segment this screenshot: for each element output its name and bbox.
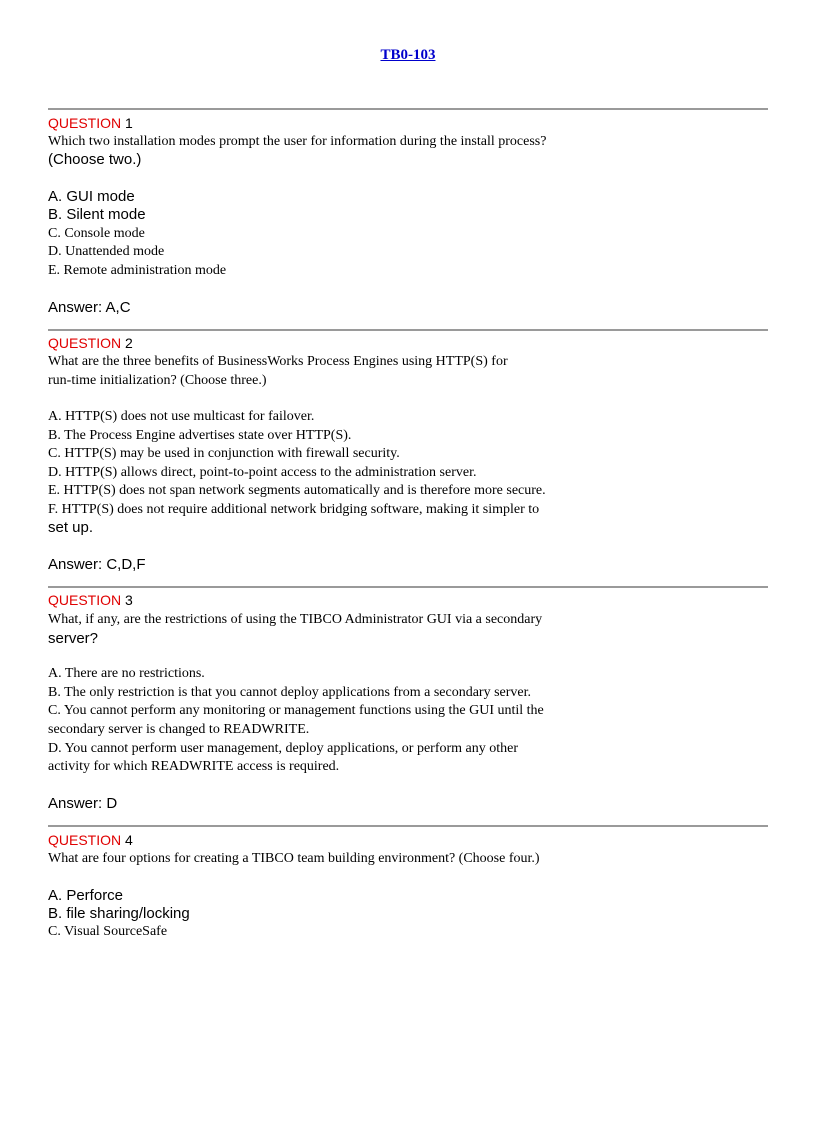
question-2-header [48,335,133,351]
question-3-option-a: A. There are no restrictions. [48,666,205,681]
question-4-option-b: B. file sharing/locking [48,905,190,922]
question-label: QUESTION [48,832,122,848]
question-2-answer: Answer: C,D,F [48,556,146,573]
question-3-option-c: C. You cannot perform any monitoring or management functions using the GUI until the [48,703,544,718]
question-3-option-c-cont: secondary server is changed to READWRITE. [48,722,310,737]
question-1-option-c: C. Console mode [48,226,145,241]
question-number: 3 [125,592,133,608]
question-2-option-f-cont: set up. [48,519,94,536]
question-2-text-line-2: run-time initialization? (Choose three.) [48,373,267,388]
divider [48,108,768,110]
divider [48,586,768,588]
question-4-header [48,832,133,848]
question-3-answer: Answer: D [48,795,118,812]
question-label: QUESTION [48,335,122,351]
question-3-option-d-cont: activity for which READWRITE access is required. [48,759,340,774]
document-title[interactable]: TB0-103 [380,47,436,63]
question-1-answer: Answer: A,C [48,299,131,316]
question-2-text-line-1: What are the three benefits of BusinessWorks Process Engines using HTTP(S) for [48,354,508,369]
question-4-option-c: C. Visual SourceSafe [48,924,168,939]
question-number: 2 [125,335,133,351]
question-1-option-e: E. Remote administration mode [48,263,227,278]
question-1-option-b: B. Silent mode [48,206,146,223]
question-3-text-line-2: server? [48,630,99,647]
question-4-text-line-1: What are four options for creating a TIBCO team building environment? (Choose four.) [48,851,540,866]
question-number: 1 [125,115,133,131]
question-label: QUESTION [48,592,122,608]
question-2-option-e: E. HTTP(S) does not span network segments automatically and is therefore more secure. [48,483,546,498]
divider [48,825,768,827]
question-2-option-b: B. The Process Engine advertises state over HTTP(S). [48,428,352,443]
question-3-option-b: B. The only restriction is that you cannot deploy applications from a secondary server. [48,685,532,700]
question-1-header [48,115,133,131]
question-1-option-d: D. Unattended mode [48,244,165,259]
question-3-option-d: D. You cannot perform user management, deploy applications, or perform any other [48,741,519,756]
question-3-text-line-1: What, if any, are the restrictions of using the TIBCO Administrator GUI via a secondary [48,612,543,627]
divider [48,329,768,331]
question-4-option-a: A. Perforce [48,887,124,904]
question-2-option-f: F. HTTP(S) does not require additional network bridging software, making it simpler to [48,502,540,517]
question-1-option-a: A. GUI mode [48,188,135,205]
question-number: 4 [125,832,133,848]
question-2-option-c: C. HTTP(S) may be used in conjunction with firewall security. [48,446,400,461]
question-3-header [48,592,133,608]
question-2-option-a: A. HTTP(S) does not use multicast for failover. [48,409,315,424]
question-label: QUESTION [48,115,122,131]
question-1-text-line-2: (Choose two.) [48,151,142,168]
question-1-text-line-1: Which two installation modes prompt the user for information during the install process? [48,134,547,149]
question-2-option-d: D. HTTP(S) allows direct, point-to-point access to the administration server. [48,465,477,480]
